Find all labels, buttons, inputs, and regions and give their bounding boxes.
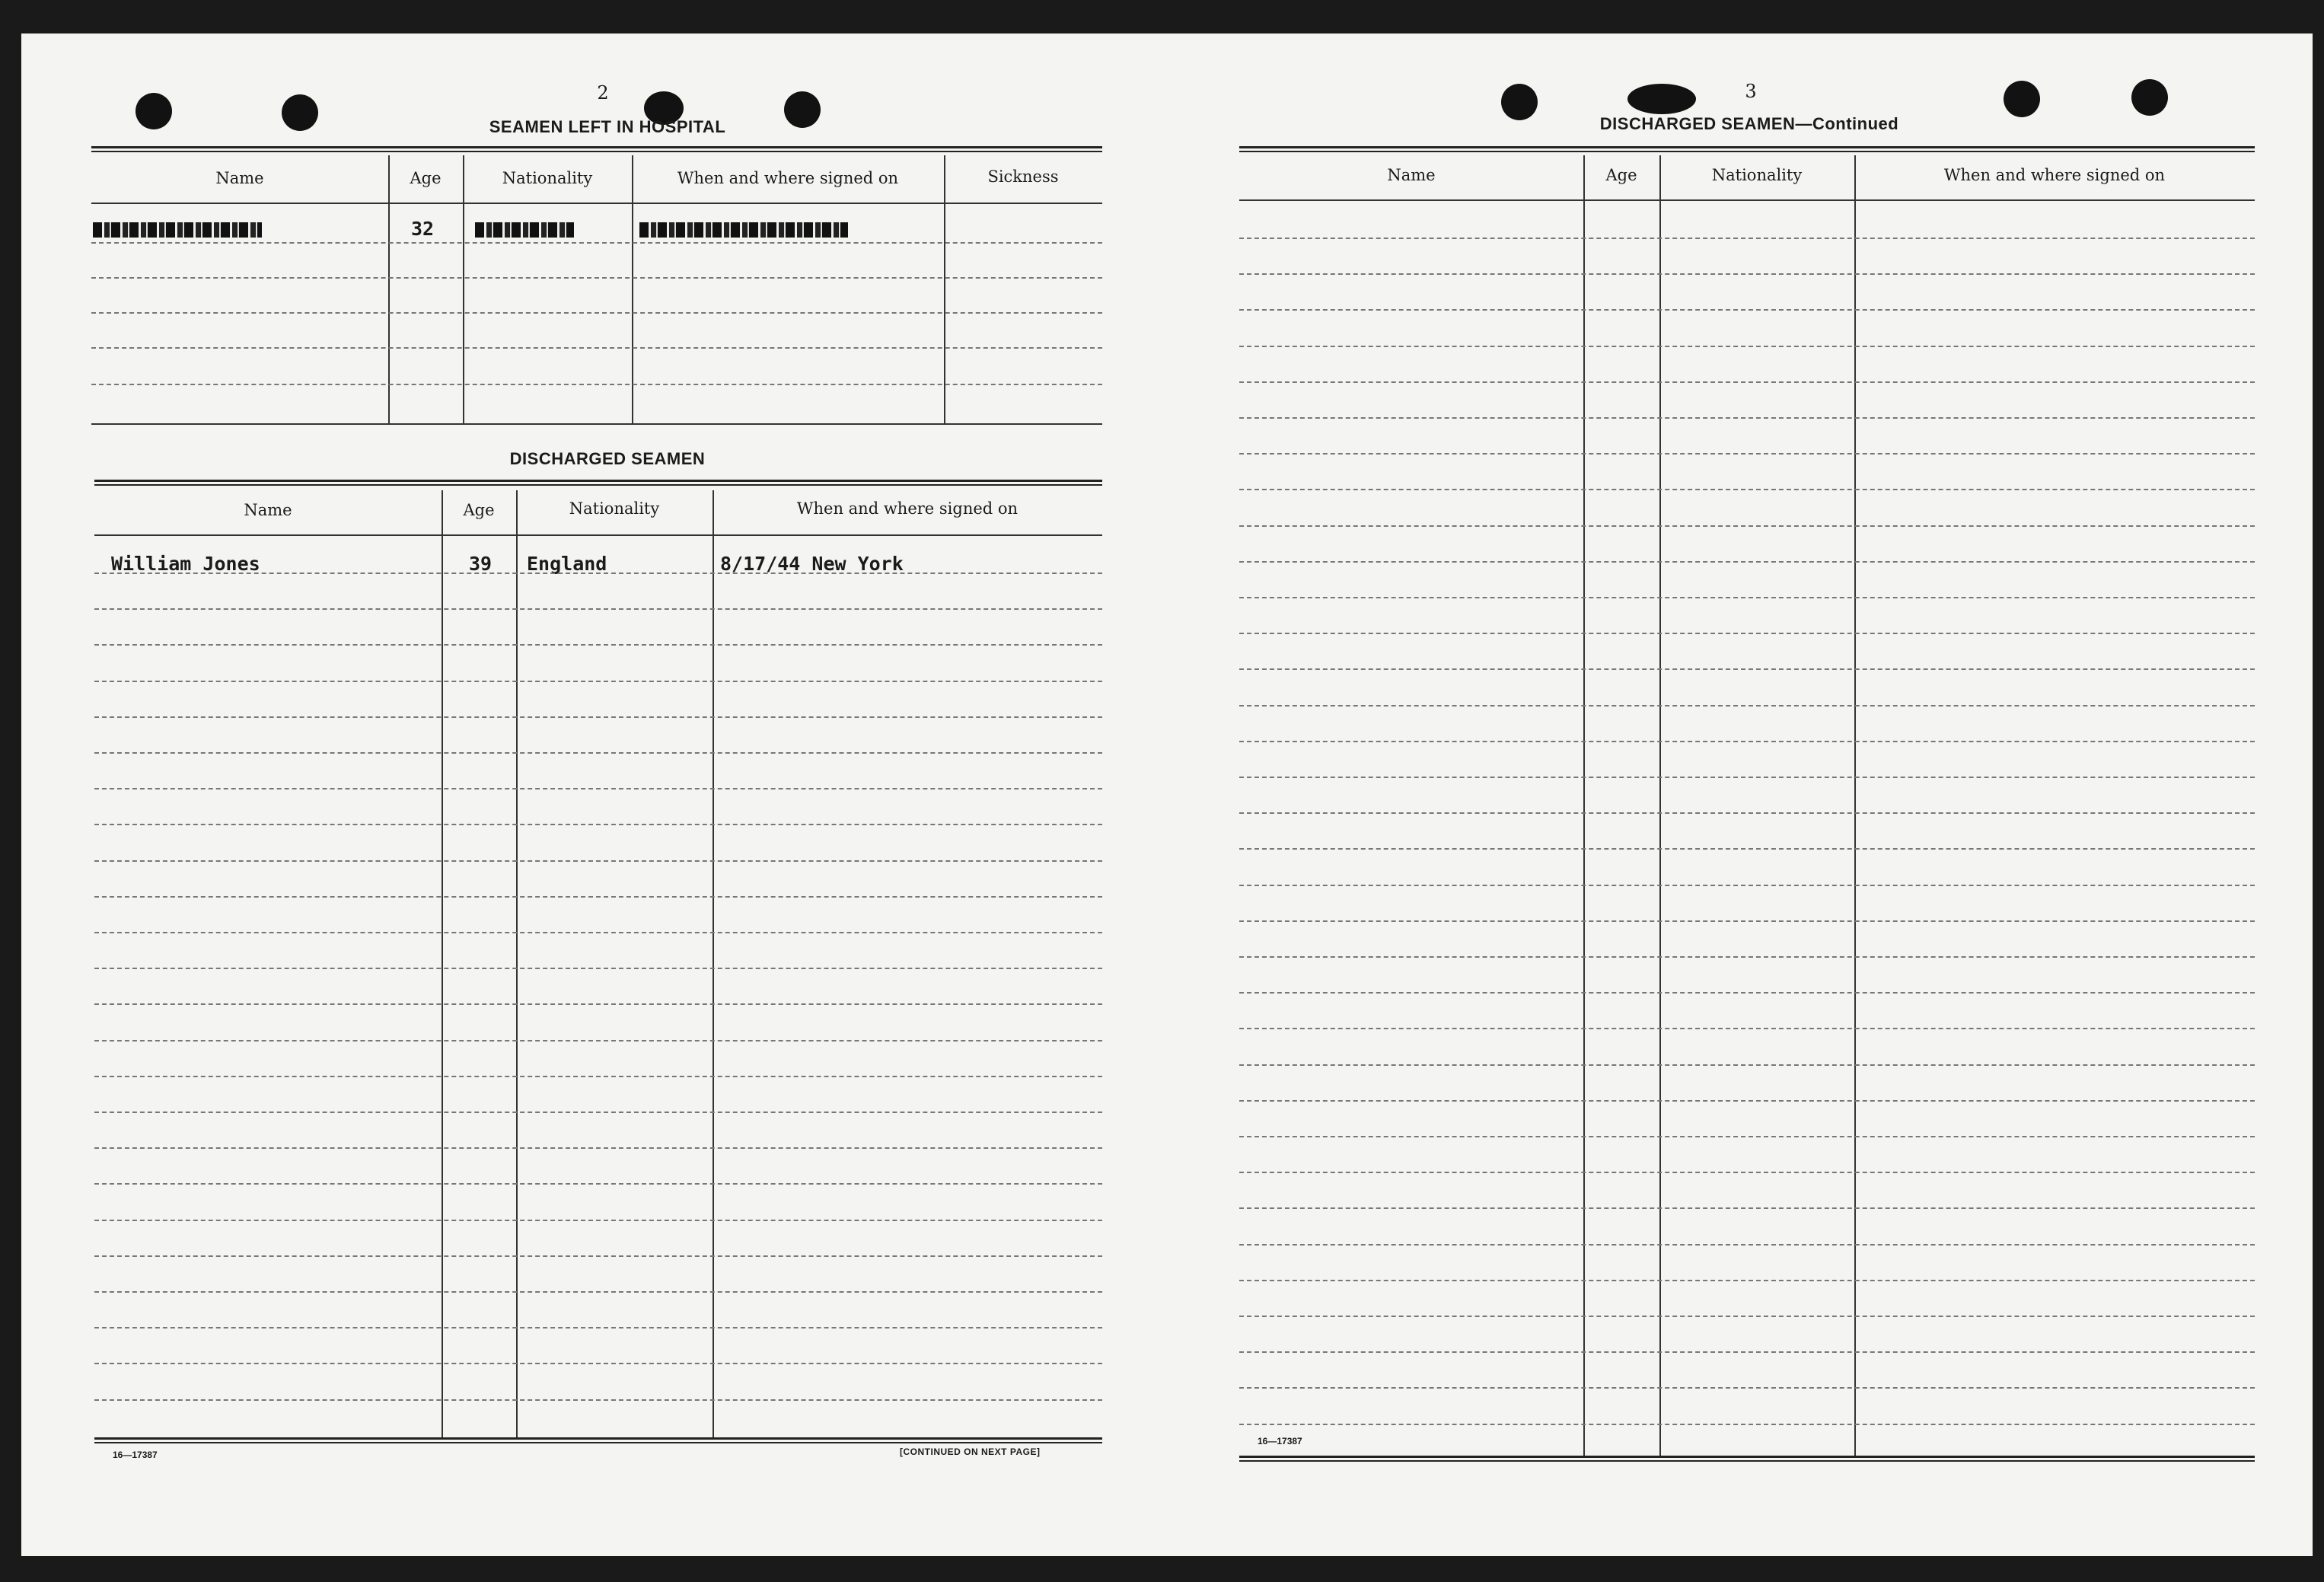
discharged-row-name: William Jones <box>111 553 260 575</box>
ruling-line <box>1239 741 2255 742</box>
ruling-line <box>94 1399 1102 1401</box>
ruling-line <box>94 1291 1102 1293</box>
ruling-line <box>94 573 1102 574</box>
hospital-table-bottom-rule <box>91 423 1102 425</box>
hospital-row-line <box>91 347 1102 349</box>
ruling-line <box>94 1183 1102 1185</box>
ruling-line <box>1239 1100 2255 1102</box>
punch-hole <box>2131 79 2168 116</box>
ruling-line <box>1239 633 2255 634</box>
page-number: 3 <box>1745 81 1757 102</box>
ruling-line <box>1239 992 2255 994</box>
discharged-continued-title-main: DISCHARGED SEAMEN <box>1599 114 1796 133</box>
ruling-line <box>1239 525 2255 527</box>
discharged-header-rule <box>94 534 1102 536</box>
right-table-top-rule <box>1239 146 2255 148</box>
discharged-col-nationality: Nationality <box>569 499 660 518</box>
ruling-line <box>94 1327 1102 1328</box>
ruling-line <box>1239 956 2255 958</box>
ruling-line <box>94 968 1102 969</box>
ruling-line <box>1239 1064 2255 1066</box>
discharged-col-signed-on: When and where signed on <box>796 499 1019 518</box>
form-number: 16—17387 <box>1258 1436 1302 1446</box>
discharged-col-divider <box>516 490 518 1437</box>
ruling-line <box>94 896 1102 898</box>
ruling-line <box>94 860 1102 862</box>
ruling-line <box>94 1112 1102 1113</box>
ruling-line <box>1239 1028 2255 1029</box>
hospital-col-signed-on: When and where signed on <box>677 169 899 187</box>
discharged-continued-title <box>1513 114 1985 134</box>
discharged-table-bottom-rule <box>94 1437 1102 1440</box>
hospital-col-age: Age <box>410 169 442 187</box>
hospital-row-name <box>93 222 262 238</box>
ruling-line <box>94 608 1102 610</box>
ruling-line <box>94 681 1102 682</box>
discharged-col-divider <box>713 490 714 1437</box>
hospital-row-line <box>91 277 1102 279</box>
ruling-line <box>94 824 1102 825</box>
ruling-line <box>1239 812 2255 814</box>
page-number: 2 <box>597 82 609 104</box>
hospital-row-signed-on <box>639 222 848 238</box>
discharged-continued-title-suffix: —Continued <box>1795 114 1899 133</box>
ruling-line <box>1239 238 2255 239</box>
ruling-line <box>1239 453 2255 455</box>
ruling-line <box>94 1220 1102 1221</box>
hospital-section-title: SEAMEN LEFT IN HOSPITAL <box>489 117 726 136</box>
ruling-line <box>1239 417 2255 419</box>
ruling-line <box>1239 597 2255 598</box>
hospital-row-line <box>91 384 1102 385</box>
ruling-line <box>1239 1280 2255 1281</box>
form-number: 16—17387 <box>113 1450 158 1460</box>
ruling-line <box>1239 273 2255 275</box>
discharged-row-signed-on: 8/17/44 New York <box>720 553 904 575</box>
ruling-line <box>1239 777 2255 778</box>
ruling-line <box>1239 561 2255 563</box>
ruling-line <box>1239 381 2255 383</box>
discharged-col-name: Name <box>244 501 292 519</box>
ruling-line <box>94 1147 1102 1149</box>
discharged-col-age: Age <box>463 501 495 519</box>
ruling-line <box>94 716 1102 718</box>
right-header-rule <box>1239 199 2255 201</box>
continued-note: [CONTINUED ON NEXT PAGE] <box>900 1446 1041 1457</box>
hospital-row-line <box>91 242 1102 244</box>
hospital-table-top-rule <box>91 146 1102 148</box>
ruling-line <box>1239 309 2255 311</box>
ruling-line <box>1239 848 2255 850</box>
ruling-line <box>1239 1136 2255 1137</box>
ruling-line <box>94 752 1102 754</box>
ruling-line <box>1239 705 2255 706</box>
hospital-col-nationality: Nationality <box>502 169 593 187</box>
ruling-line <box>1239 1424 2255 1425</box>
document-sheet <box>21 33 2313 1556</box>
right-col-nationality: Nationality <box>1711 166 1803 184</box>
right-col-age: Age <box>1605 166 1637 184</box>
ruling-line <box>1239 920 2255 922</box>
ruling-line <box>1239 668 2255 670</box>
ruling-line <box>94 1363 1102 1364</box>
hospital-row-line <box>91 312 1102 314</box>
hospital-col-name: Name <box>215 169 264 187</box>
right-col-divider <box>1854 155 1856 1457</box>
ruling-line <box>1239 489 2255 490</box>
ruling-line <box>94 1003 1102 1005</box>
ruling-line <box>94 1040 1102 1041</box>
ruling-line <box>1239 346 2255 347</box>
ruling-line <box>94 788 1102 789</box>
punch-hole <box>1627 84 1696 114</box>
discharged-col-divider <box>442 490 443 1437</box>
punch-hole <box>2004 81 2040 117</box>
hospital-col-sickness: Sickness <box>987 167 1059 186</box>
right-col-divider <box>1583 155 1585 1457</box>
discharged-table-top-rule <box>94 480 1102 482</box>
ruling-line <box>94 1076 1102 1077</box>
discharged-row-nationality: England <box>527 553 607 575</box>
hospital-row-nationality <box>475 222 574 238</box>
discharged-section-title: DISCHARGED SEAMEN <box>509 449 706 468</box>
discharged-row-age: 39 <box>469 553 493 575</box>
ruling-line <box>1239 1316 2255 1317</box>
ruling-line <box>1239 885 2255 886</box>
ruling-line <box>1239 1244 2255 1246</box>
ruling-line <box>94 644 1102 646</box>
punch-hole <box>282 94 318 131</box>
punch-hole <box>135 93 172 129</box>
hospital-row-age: 32 <box>411 218 435 240</box>
ruling-line <box>1239 1387 2255 1389</box>
ruling-line <box>94 932 1102 933</box>
ruling-line <box>1239 1207 2255 1209</box>
hospital-header-rule <box>91 203 1102 204</box>
ruling-line <box>1239 1351 2255 1353</box>
right-col-name: Name <box>1387 166 1436 184</box>
right-col-divider <box>1659 155 1661 1457</box>
right-col-signed-on: When and where signed on <box>1943 166 2166 184</box>
ruling-line <box>94 1255 1102 1257</box>
ruling-line <box>1239 1172 2255 1173</box>
right-table-bottom-rule <box>1239 1456 2255 1458</box>
